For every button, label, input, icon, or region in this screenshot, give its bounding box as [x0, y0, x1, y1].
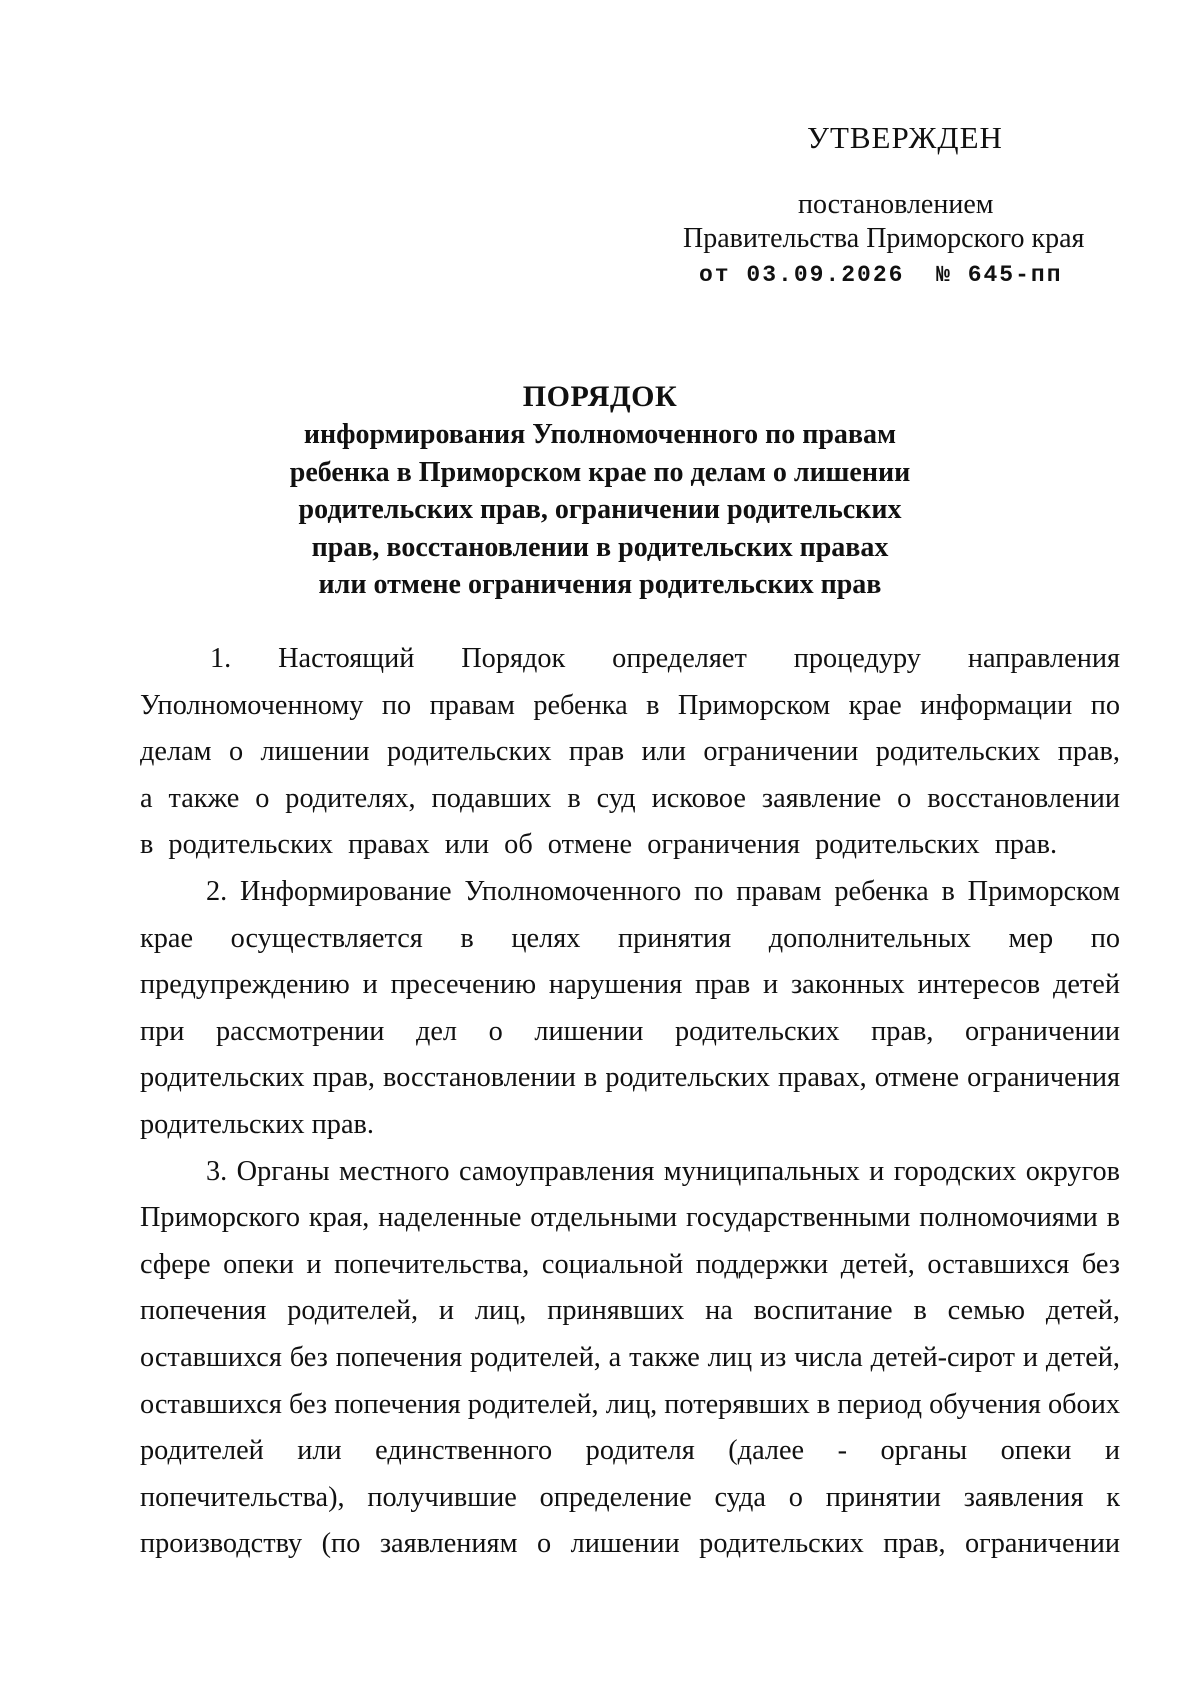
paragraph-2: 2. Информирование Уполномоченного по правам ребенка в Приморском крае осуществляется в целях принятия дополнительных мер по предупреждению и пресечению нарушения прав и законных интересов детей при рассмотрении дел о лишении родительских прав, ограничении родительских прав, восстановлении в родительских правах, отмене ограничения родительских прав.	[140, 875, 1120, 1140]
document-title: ПОРЯДОК	[522, 380, 678, 413]
subtitle-line: или отмене ограничения родительских прав	[318, 569, 882, 600]
subtitle-line: информирования Уполномоченного по правам	[303, 419, 897, 450]
paragraph-1: 1. Настоящий Порядок определяет процедуру направления Уполномоченному по правам ребенка в Приморском крае информации по делам о лишении родительских прав или ограничении родительских прав, а также о родителях, подавших в суд исковое заявление о восстановлении в родительских правах или об отмене ограничения родительских прав.	[140, 643, 1120, 861]
subtitle-line: ребенка в Приморском крае по делам о лишении	[289, 456, 911, 488]
resolution-label: постановлением	[798, 189, 994, 220]
date-prefix: от	[699, 262, 731, 288]
resolution-dateline	[699, 262, 1063, 288]
approval-stamp: УТВЕРЖДЕН	[807, 120, 1003, 155]
subtitle-line: прав, восстановлении в родительских правах	[311, 531, 889, 563]
number-prefix: №	[936, 262, 952, 288]
document-title-block	[0, 378, 1200, 604]
subtitle-line: родительских прав, ограничении родительских	[298, 494, 902, 525]
government-label: Правительства Приморского края	[683, 223, 1085, 254]
document-body	[140, 636, 1120, 1568]
resolution-date: 03.09.2026	[746, 262, 905, 288]
resolution-number: 645-пп	[967, 262, 1063, 288]
paragraph-3: 3. Органы местного самоуправления муниципальных и городских округов Приморского края, наделенные отдельными государственными полномочиями в сфере опеки и попечительства, социальной поддержки детей, оставшихся без попечения родителей, и лиц, принявших на воспитание в семью детей, оставшихся без попечения родителей, а также лиц из числа детей-сирот и детей, оставшихся без попечения родителей, лиц, потерявших в период обучения обоих родителей или единственного родителя (далее - органы опеки и попечительства), получившие определение суда о принятии заявления к производству (по заявлениям о лишении родительских прав, ограничении	[140, 1155, 1120, 1560]
